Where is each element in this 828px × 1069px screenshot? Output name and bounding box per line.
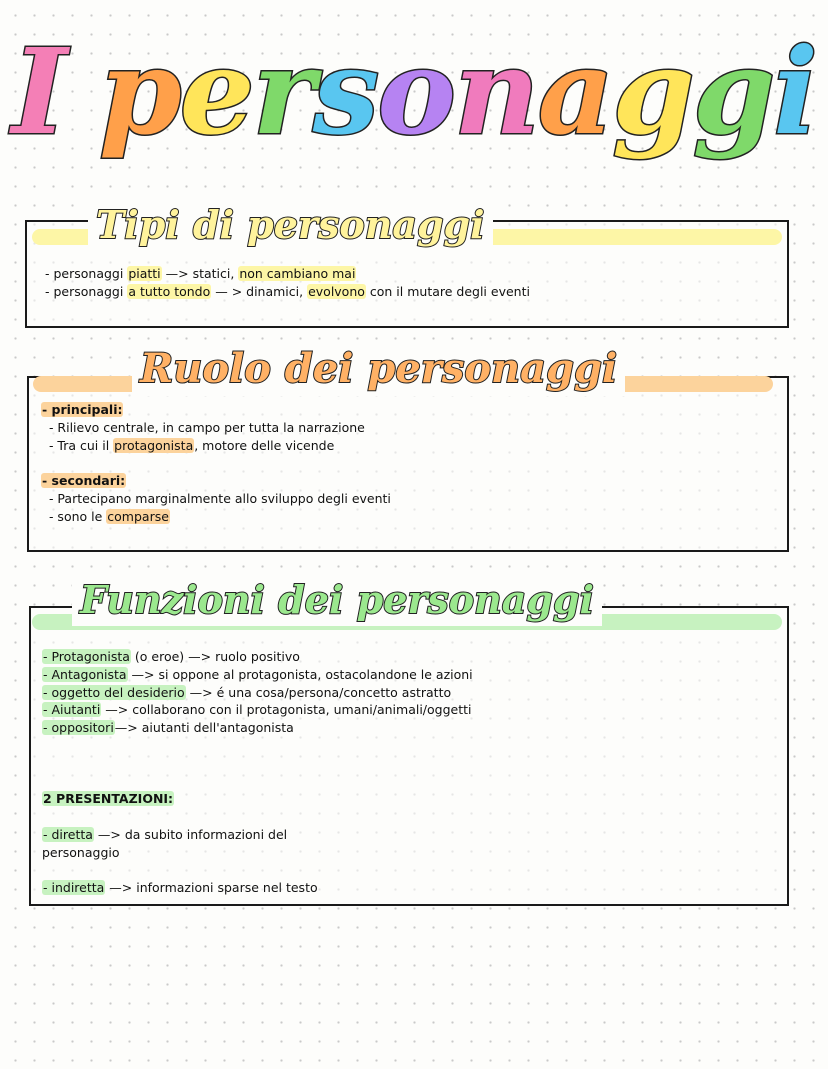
- text-line: [41, 419, 365, 436]
- highlighted-term: - oppositori: [43, 720, 114, 736]
- title-letter: g: [692, 22, 774, 161]
- section-funzioni-heading: Funzioni dei personaggi: [72, 574, 602, 626]
- title-letter: p: [99, 22, 180, 161]
- title-letter: a: [537, 22, 613, 161]
- highlighted-term: protagonista: [114, 437, 194, 453]
- text-line: [41, 472, 126, 489]
- text-line: [42, 648, 300, 665]
- text-segment: - personaggi: [45, 266, 128, 281]
- highlighted-term: a tutto tondo: [128, 283, 211, 299]
- text-segment: —> da subito informazioni del: [93, 827, 288, 842]
- title-letter: I: [11, 22, 66, 161]
- title-letter: o: [377, 22, 454, 161]
- page-title-text: [0, 22, 828, 162]
- text-segment: - Rilievo centrale, in campo per tutta la narrazione: [41, 419, 365, 435]
- text-line: [45, 283, 530, 300]
- highlighted-term: non cambiano mai: [239, 266, 356, 281]
- text-line: [45, 265, 356, 282]
- title-letter: i: [773, 22, 817, 161]
- text-segment: —> aiutanti dell'antagonista: [114, 720, 294, 736]
- text-line: [42, 719, 294, 736]
- text-line: [42, 879, 318, 896]
- section-ruolo-heading: Ruolo dei personaggi: [132, 342, 625, 396]
- text-line: [41, 401, 123, 418]
- text-line: [41, 437, 334, 454]
- highlighted-term: evolvono: [308, 283, 365, 299]
- title-letter: g: [612, 22, 693, 161]
- highlighted-term: - secondari:: [42, 473, 126, 489]
- text-segment: - personaggi: [45, 283, 128, 299]
- page-title: [0, 22, 828, 162]
- text-segment: —> informazioni sparse nel testo: [105, 880, 318, 896]
- highlighted-term: 2 PRESENTAZIONI:: [43, 791, 174, 807]
- text-segment: —> si oppone al protagonista, ostacolandone le azioni: [127, 666, 473, 682]
- text-line: [42, 826, 287, 843]
- text-line: [42, 684, 451, 701]
- text-segment: - Partecipano marginalmente allo sviluppo degli eventi: [41, 491, 391, 506]
- highlighted-term: - principali:: [42, 402, 123, 417]
- text-segment: (o eroe) —> ruolo positivo: [130, 649, 300, 664]
- text-segment: —> collaborano con il protagonista, umani/animali/oggetti: [101, 702, 472, 718]
- section-tipi-heading: Tipi di personaggi: [88, 200, 493, 250]
- text-segment: - sono le: [41, 508, 107, 524]
- highlighted-term: - Antagonista: [43, 666, 127, 682]
- text-line: [42, 701, 472, 718]
- text-segment: personaggio: [42, 844, 120, 860]
- text-segment: con il mutare degli eventi: [365, 283, 530, 299]
- title-letter: e: [179, 22, 253, 161]
- title-letter: s: [312, 22, 378, 161]
- highlighted-term: - Protagonista: [43, 649, 130, 664]
- text-line: [41, 490, 391, 507]
- highlighted-term: comparse: [107, 508, 169, 524]
- highlighted-term: piatti: [128, 266, 161, 281]
- text-line: [42, 844, 120, 861]
- text-segment: - Tra cui il: [41, 437, 114, 453]
- text-line: [42, 666, 473, 683]
- title-letter: r: [252, 22, 313, 161]
- section-ruolo-box: [27, 376, 789, 552]
- title-letter: n: [454, 22, 538, 161]
- text-segment: , motore delle vicende: [194, 437, 335, 453]
- text-line: [42, 790, 174, 807]
- text-line: [41, 508, 170, 525]
- highlighted-term: - indiretta: [43, 880, 105, 896]
- highlighted-term: - oggetto del desiderio: [43, 684, 185, 700]
- text-segment: — > dinamici,: [211, 283, 308, 299]
- highlighted-term: - diretta: [43, 827, 93, 842]
- highlighted-term: - Aiutanti: [43, 702, 101, 718]
- text-segment: —> é una cosa/persona/concetto astratto: [185, 684, 452, 700]
- text-segment: —> statici,: [161, 266, 239, 281]
